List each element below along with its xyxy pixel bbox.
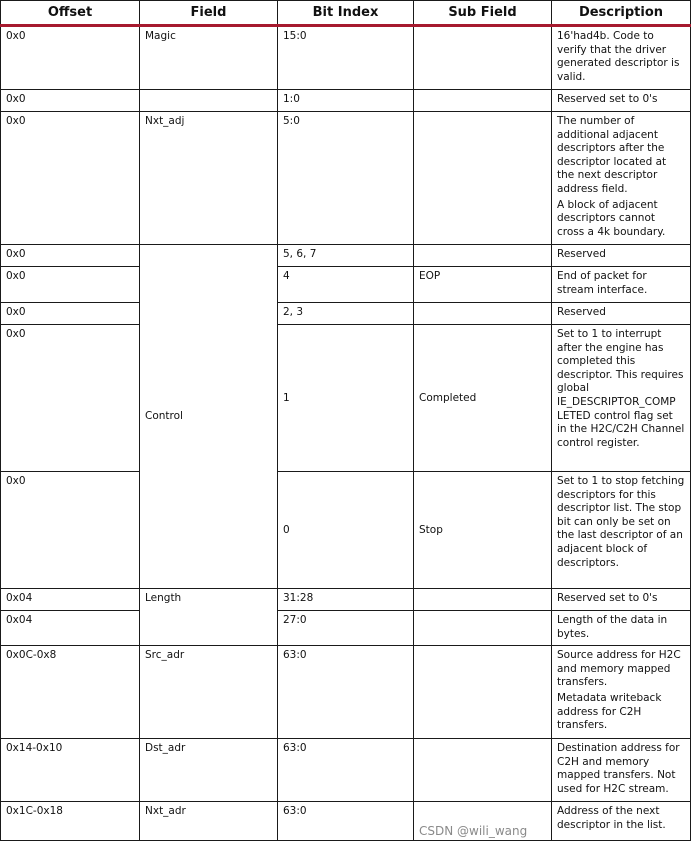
bit-index-cell: 1 — [278, 325, 414, 472]
offset-cell: 0x04 — [1, 611, 140, 646]
table-row — [1, 589, 691, 611]
description-text: Set to 1 to stop fetching descriptors for this descriptor list. The stop bit can only be set on the last descriptor of an adjacent block of descriptors. — [557, 475, 685, 569]
offset-cell: 0x0 — [1, 267, 140, 303]
bit-index-cell: 27:0 — [278, 611, 414, 646]
sub-field-cell — [414, 646, 552, 739]
description-text: Source address for H2C and memory mapped transfers. — [557, 649, 681, 689]
offset-cell: 0x0 — [1, 325, 140, 472]
table-row — [1, 303, 691, 325]
description-text: Metadata writeback address for C2H transfers. — [557, 691, 662, 732]
sub-field-cell — [414, 303, 552, 325]
description-cell — [552, 472, 691, 589]
description-cell — [552, 112, 691, 245]
field-cell: Src_adr — [140, 646, 278, 739]
description-text: Set to 1 to interrupt after the engine has completed this descriptor. This requires global IE_DESCRIPTOR_COMP LETED control flag set in the H2C/C2H Channel control register. — [557, 328, 685, 449]
bit-index-cell: 0 — [278, 472, 414, 589]
description-cell — [552, 303, 691, 325]
bit-index-cell: 15:0 — [278, 26, 414, 90]
table-row — [1, 646, 691, 739]
description-cell — [552, 646, 691, 739]
description-cell — [552, 802, 691, 841]
header-row — [1, 1, 691, 26]
description-text: The number of additional adjacent descriptors after the descriptor located at the next descriptor address field. — [557, 115, 667, 195]
field-cell: Nxt_adr — [140, 802, 278, 841]
sub-field-cell — [414, 611, 552, 646]
header-bit-index: Bit Index — [278, 1, 414, 26]
bit-index-cell: 31:28 — [278, 589, 414, 611]
field-cell: Nxt_adj — [140, 112, 278, 245]
field-cell: Control — [140, 245, 278, 589]
header-sub-field: Sub Field — [414, 1, 552, 26]
field-cell — [140, 90, 278, 112]
description-text: Length of the data in bytes. — [557, 614, 668, 640]
sub-field-cell — [414, 90, 552, 112]
table-row — [1, 325, 691, 472]
sub-field-cell — [414, 589, 552, 611]
sub-field-cell — [414, 245, 552, 267]
offset-cell: 0x0 — [1, 245, 140, 267]
sub-field-cell: EOP — [414, 267, 552, 303]
table-row — [1, 90, 691, 112]
sub-field-cell — [414, 739, 552, 802]
table-row — [1, 739, 691, 802]
sub-field-cell — [414, 112, 552, 245]
bit-index-cell: 4 — [278, 267, 414, 303]
sub-field-cell: Stop — [414, 472, 552, 589]
description-cell — [552, 739, 691, 802]
description-text: End of packet for stream interface. — [557, 270, 648, 296]
offset-cell: 0x1C-0x18 — [1, 802, 140, 841]
description-text: Reserved set to 0's — [557, 592, 658, 604]
offset-cell: 0x04 — [1, 589, 140, 611]
bit-index-cell: 5:0 — [278, 112, 414, 245]
description-text: Reserved — [557, 306, 606, 318]
field-cell: Magic — [140, 26, 278, 90]
description-text: A block of adjacent descriptors cannot cross a 4k boundary. — [557, 198, 666, 238]
bit-index-cell: 63:0 — [278, 646, 414, 739]
sub-field-cell: Completed — [414, 325, 552, 472]
field-cell: Length — [140, 589, 278, 646]
description-cell — [552, 267, 691, 303]
bit-index-cell: 1:0 — [278, 90, 414, 112]
offset-cell: 0x0C-0x8 — [1, 646, 140, 739]
watermark: CSDN @wili_wang — [419, 823, 528, 838]
description-text: Reserved set to 0's — [557, 93, 658, 105]
description-cell — [552, 90, 691, 112]
description-text: Reserved — [557, 248, 606, 260]
description-text: Address of the next descriptor in the list. — [557, 805, 666, 831]
bit-index-cell: 2, 3 — [278, 303, 414, 325]
bit-index-cell: 5, 6, 7 — [278, 245, 414, 267]
table-row — [1, 245, 691, 267]
header-field: Field — [140, 1, 278, 26]
offset-cell: 0x0 — [1, 90, 140, 112]
table-row — [1, 611, 691, 646]
offset-cell: 0x0 — [1, 112, 140, 245]
table-row — [1, 267, 691, 303]
table-row — [1, 112, 691, 245]
description-cell — [552, 589, 691, 611]
sub-field-cell — [414, 802, 552, 841]
description-cell — [552, 26, 691, 90]
description-cell — [552, 325, 691, 472]
description-text: Destination address for C2H and memory mapped transfers. Not used for H2C stream. — [557, 742, 680, 795]
bit-index-cell: 63:0 — [278, 802, 414, 841]
field-cell: Dst_adr — [140, 739, 278, 802]
offset-cell: 0x0 — [1, 26, 140, 90]
table-row — [1, 26, 691, 90]
header-description: Description — [552, 1, 691, 26]
description-text: 16'had4b. Code to verify that the driver generated descriptor is valid. — [557, 30, 680, 83]
description-cell — [552, 611, 691, 646]
table-row — [1, 472, 691, 589]
offset-cell: 0x0 — [1, 472, 140, 589]
sub-field-cell — [414, 26, 552, 90]
table-row — [1, 802, 691, 841]
offset-cell: 0x14-0x10 — [1, 739, 140, 802]
offset-cell: 0x0 — [1, 303, 140, 325]
description-cell — [552, 245, 691, 267]
header-offset: Offset — [1, 1, 140, 26]
bit-index-cell: 63:0 — [278, 739, 414, 802]
